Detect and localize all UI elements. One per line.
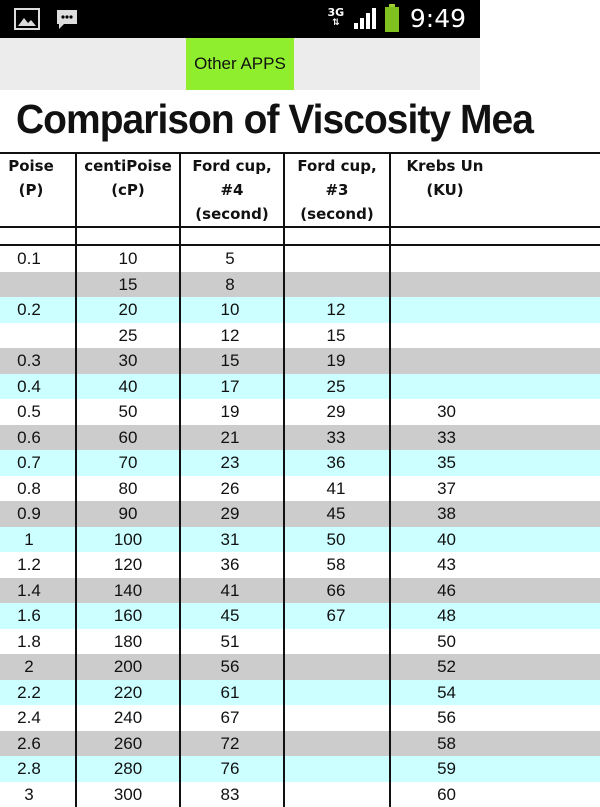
table-cell: 33 <box>392 425 456 451</box>
header-line: (cP) <box>76 178 180 202</box>
table-cell <box>392 272 456 298</box>
table-cell: 46 <box>392 578 456 604</box>
app-bar <box>0 38 480 90</box>
table-cell: 52 <box>392 654 456 680</box>
table-cell <box>284 756 388 782</box>
table-cell: 56 <box>392 705 456 731</box>
table-cell: 140 <box>76 578 180 604</box>
chat-icon <box>54 7 80 31</box>
header-line: #4 <box>180 178 284 202</box>
table-cell: 15 <box>182 348 278 374</box>
table-cell: 58 <box>392 731 456 757</box>
table-cell: 2.2 <box>0 680 58 706</box>
header-line: centiPoise <box>76 154 180 178</box>
table-cell: 1.8 <box>0 629 58 655</box>
table-cell: 15 <box>284 323 388 349</box>
table-cell <box>284 629 388 655</box>
clock: 9:49 <box>410 4 466 33</box>
table-row <box>0 323 600 349</box>
table-cell <box>392 348 456 374</box>
table-cell: 67 <box>182 705 278 731</box>
table-cell: 180 <box>76 629 180 655</box>
table-rule <box>0 226 600 228</box>
table-cell: 0.7 <box>0 450 58 476</box>
table-cell: 1.4 <box>0 578 58 604</box>
table-row <box>0 527 600 553</box>
notification-icons <box>14 7 80 31</box>
table-row <box>0 756 600 782</box>
table-cell: 60 <box>76 425 180 451</box>
table-cell: 26 <box>182 476 278 502</box>
table-cell: 240 <box>76 705 180 731</box>
table-row <box>0 348 600 374</box>
table-cell <box>284 731 388 757</box>
table-row <box>0 399 600 425</box>
table-cell: 83 <box>182 782 278 807</box>
header-line: Poise <box>0 154 62 178</box>
header-centipoise <box>76 152 180 226</box>
table-cell: 10 <box>182 297 278 323</box>
table-cell: 40 <box>76 374 180 400</box>
header-line: (KU) <box>390 178 500 202</box>
table-cell <box>284 246 388 272</box>
table-cell: 70 <box>76 450 180 476</box>
table-cell: 59 <box>392 756 456 782</box>
table-cell: 50 <box>284 527 388 553</box>
table-row <box>0 578 600 604</box>
table-cell: 31 <box>182 527 278 553</box>
table-row <box>0 680 600 706</box>
table-row <box>0 782 600 807</box>
table-cell: 0.6 <box>0 425 58 451</box>
table-cell: 23 <box>182 450 278 476</box>
column-divider <box>75 152 77 807</box>
table-cell: 36 <box>284 450 388 476</box>
table-cell: 90 <box>76 501 180 527</box>
table-row <box>0 731 600 757</box>
table-cell: 80 <box>76 476 180 502</box>
status-bar <box>0 0 480 38</box>
table-cell: 0.2 <box>0 297 58 323</box>
table-cell: 0.8 <box>0 476 58 502</box>
table-cell: 21 <box>182 425 278 451</box>
table-cell: 12 <box>284 297 388 323</box>
table-cell: 15 <box>76 272 180 298</box>
table-cell <box>0 323 58 349</box>
table-cell <box>284 782 388 807</box>
table-cell <box>284 705 388 731</box>
table-cell: 20 <box>76 297 180 323</box>
table-cell: 66 <box>284 578 388 604</box>
table-row <box>0 629 600 655</box>
header-krebs-units <box>390 152 500 226</box>
table-cell <box>392 374 456 400</box>
header-line: (second) <box>284 202 390 226</box>
viscosity-comparison-table <box>0 90 480 800</box>
table-cell: 2 <box>0 654 58 680</box>
table-cell: 61 <box>182 680 278 706</box>
table-row <box>0 425 600 451</box>
table-cell <box>284 272 388 298</box>
battery-icon <box>384 3 400 33</box>
table-cell: 5 <box>182 246 278 272</box>
network-type-indicator: 3G ⇅ <box>326 7 346 29</box>
signal-icon <box>352 5 378 31</box>
table-cell: 1.6 <box>0 603 58 629</box>
table-cell: 37 <box>392 476 456 502</box>
table-cell: 120 <box>76 552 180 578</box>
table-cell: 0.3 <box>0 348 58 374</box>
table-row <box>0 654 600 680</box>
table-cell <box>392 246 456 272</box>
table-cell: 19 <box>182 399 278 425</box>
table-cell: 1 <box>0 527 58 553</box>
table-cell: 2.8 <box>0 756 58 782</box>
table-cell: 29 <box>284 399 388 425</box>
table-cell: 220 <box>76 680 180 706</box>
table-cell: 48 <box>392 603 456 629</box>
column-divider <box>179 152 181 807</box>
table-cell <box>0 272 58 298</box>
table-cell: 56 <box>182 654 278 680</box>
table-cell: 41 <box>284 476 388 502</box>
table-cell: 2.6 <box>0 731 58 757</box>
column-divider <box>389 152 391 807</box>
table-cell: 60 <box>392 782 456 807</box>
table-cell <box>392 323 456 349</box>
table-cell: 58 <box>284 552 388 578</box>
table-cell: 40 <box>392 527 456 553</box>
table-cell: 72 <box>182 731 278 757</box>
table-cell: 10 <box>76 246 180 272</box>
header-ford-cup-3 <box>284 152 390 226</box>
table-cell: 43 <box>392 552 456 578</box>
table-cell: 0.4 <box>0 374 58 400</box>
header-line: (second) <box>180 202 284 226</box>
header-line: Ford cup, <box>180 154 284 178</box>
table-cell: 17 <box>182 374 278 400</box>
table-cell: 1.2 <box>0 552 58 578</box>
table-rule <box>0 152 600 154</box>
table-cell: 200 <box>76 654 180 680</box>
table-cell: 45 <box>182 603 278 629</box>
table-cell: 45 <box>284 501 388 527</box>
header-ford-cup-4 <box>180 152 284 226</box>
table-cell: 67 <box>284 603 388 629</box>
table-row <box>0 272 600 298</box>
table-cell: 35 <box>392 450 456 476</box>
table-cell: 38 <box>392 501 456 527</box>
table-cell: 12 <box>182 323 278 349</box>
table-cell: 76 <box>182 756 278 782</box>
table-cell: 0.9 <box>0 501 58 527</box>
header-line: (P) <box>0 178 62 202</box>
table-cell: 30 <box>392 399 456 425</box>
table-title: Comparison of Viscosity Mea <box>16 96 533 143</box>
table-cell: 160 <box>76 603 180 629</box>
header-poise <box>0 152 62 226</box>
table-cell: 100 <box>76 527 180 553</box>
table-cell: 0.5 <box>0 399 58 425</box>
table-cell: 260 <box>76 731 180 757</box>
table-cell: 30 <box>76 348 180 374</box>
table-cell: 54 <box>392 680 456 706</box>
table-row <box>0 552 600 578</box>
image-icon <box>14 7 40 31</box>
table-row <box>0 501 600 527</box>
table-row <box>0 374 600 400</box>
table-cell: 36 <box>182 552 278 578</box>
header-line: #3 <box>284 178 390 202</box>
header-line: Ford cup, <box>284 154 390 178</box>
table-row <box>0 450 600 476</box>
table-cell <box>284 654 388 680</box>
table-cell: 280 <box>76 756 180 782</box>
table-cell: 19 <box>284 348 388 374</box>
table-row <box>0 246 600 272</box>
table-cell: 8 <box>182 272 278 298</box>
table-cell: 0.1 <box>0 246 58 272</box>
table-row <box>0 705 600 731</box>
table-cell: 3 <box>0 782 58 807</box>
table-cell: 25 <box>76 323 180 349</box>
table-row <box>0 297 600 323</box>
table-cell: 50 <box>392 629 456 655</box>
table-cell: 50 <box>76 399 180 425</box>
table-row <box>0 476 600 502</box>
table-cell: 25 <box>284 374 388 400</box>
table-cell: 41 <box>182 578 278 604</box>
table-cell: 33 <box>284 425 388 451</box>
table-row <box>0 603 600 629</box>
other-apps-button[interactable]: Other APPS <box>186 38 294 90</box>
table-cell <box>392 297 456 323</box>
table-cell: 2.4 <box>0 705 58 731</box>
table-cell: 29 <box>182 501 278 527</box>
header-line: Krebs Un <box>390 154 500 178</box>
table-cell <box>284 680 388 706</box>
table-cell: 300 <box>76 782 180 807</box>
column-divider <box>283 152 285 807</box>
table-cell: 51 <box>182 629 278 655</box>
